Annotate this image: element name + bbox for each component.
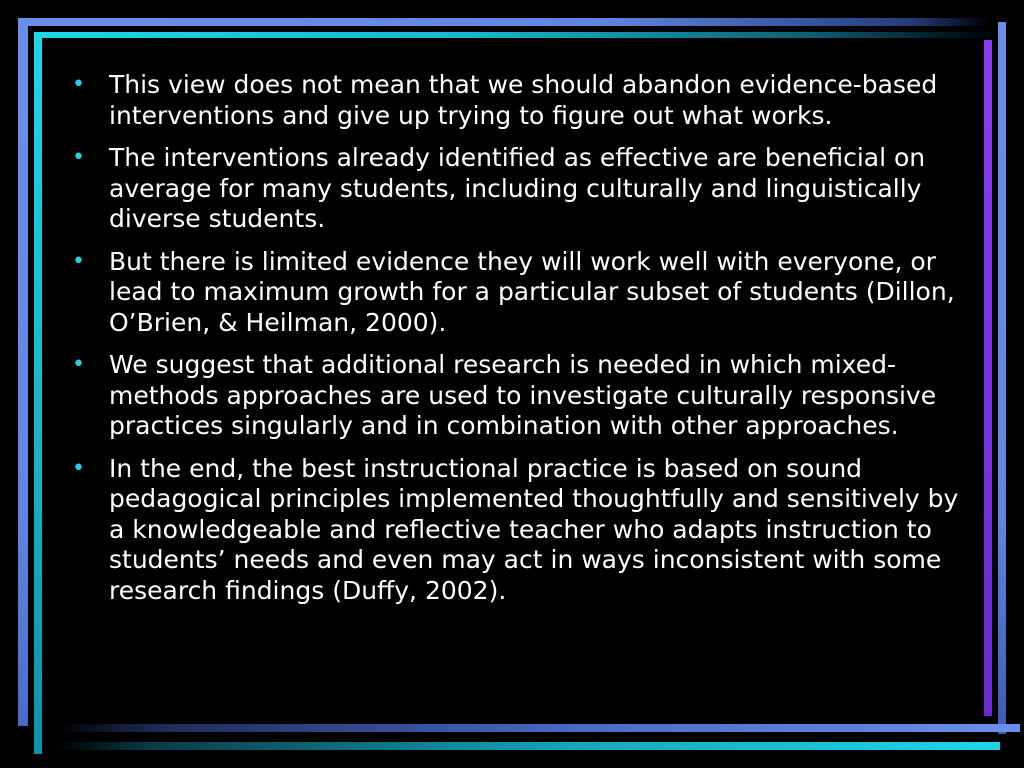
- top-border-outer: [18, 18, 990, 26]
- bullet-icon: •: [72, 145, 85, 170]
- right-border-inner: [984, 40, 992, 716]
- bullet-icon: •: [72, 248, 85, 274]
- bullet-item: [72, 454, 962, 607]
- bullet-item: [72, 70, 962, 131]
- bullet-text: But there is limited evidence they will work well with everyone, or lead to maximum growth for a particular subset of students (Dillon, O’Brien, & Heilman, 2000).: [109, 246, 955, 337]
- bottom-border-inner: [56, 742, 1000, 750]
- bullet-text: The interventions already identified as effective are beneficial on average for many students, including culturally and linguistically diverse students.: [109, 143, 926, 233]
- bullet-item: [72, 143, 962, 235]
- right-border-outer: [998, 22, 1006, 734]
- bullet-icon: •: [72, 352, 85, 377]
- slide-content: [72, 70, 962, 618]
- bullet-item: [72, 247, 962, 339]
- bullet-list: [72, 70, 962, 606]
- top-border-inner: [34, 32, 1000, 38]
- bullet-text: This view does not mean that we should abandon evidence-based interventions and give up trying to figure out what works.: [109, 70, 938, 130]
- bottom-border-outer: [56, 724, 1020, 732]
- bullet-text: In the end, the best instructional practice is based on sound pedagogical principles implemented thoughtfully and sensitively by a knowledgeable and reflective teacher who adapts instruction to students’ needs and even may act in ways inconsistent with some research findings (Duffy, 2002).: [109, 453, 959, 605]
- bullet-icon: •: [72, 455, 85, 481]
- bullet-icon: •: [72, 72, 85, 97]
- bullet-item: [72, 350, 962, 442]
- left-border-outer: [18, 18, 28, 726]
- bullet-text: We suggest that additional research is needed in which mixed-methods approaches are used to investigate culturally responsive practices singularly and in combination with other approaches.: [109, 350, 937, 440]
- left-border-inner: [34, 32, 42, 754]
